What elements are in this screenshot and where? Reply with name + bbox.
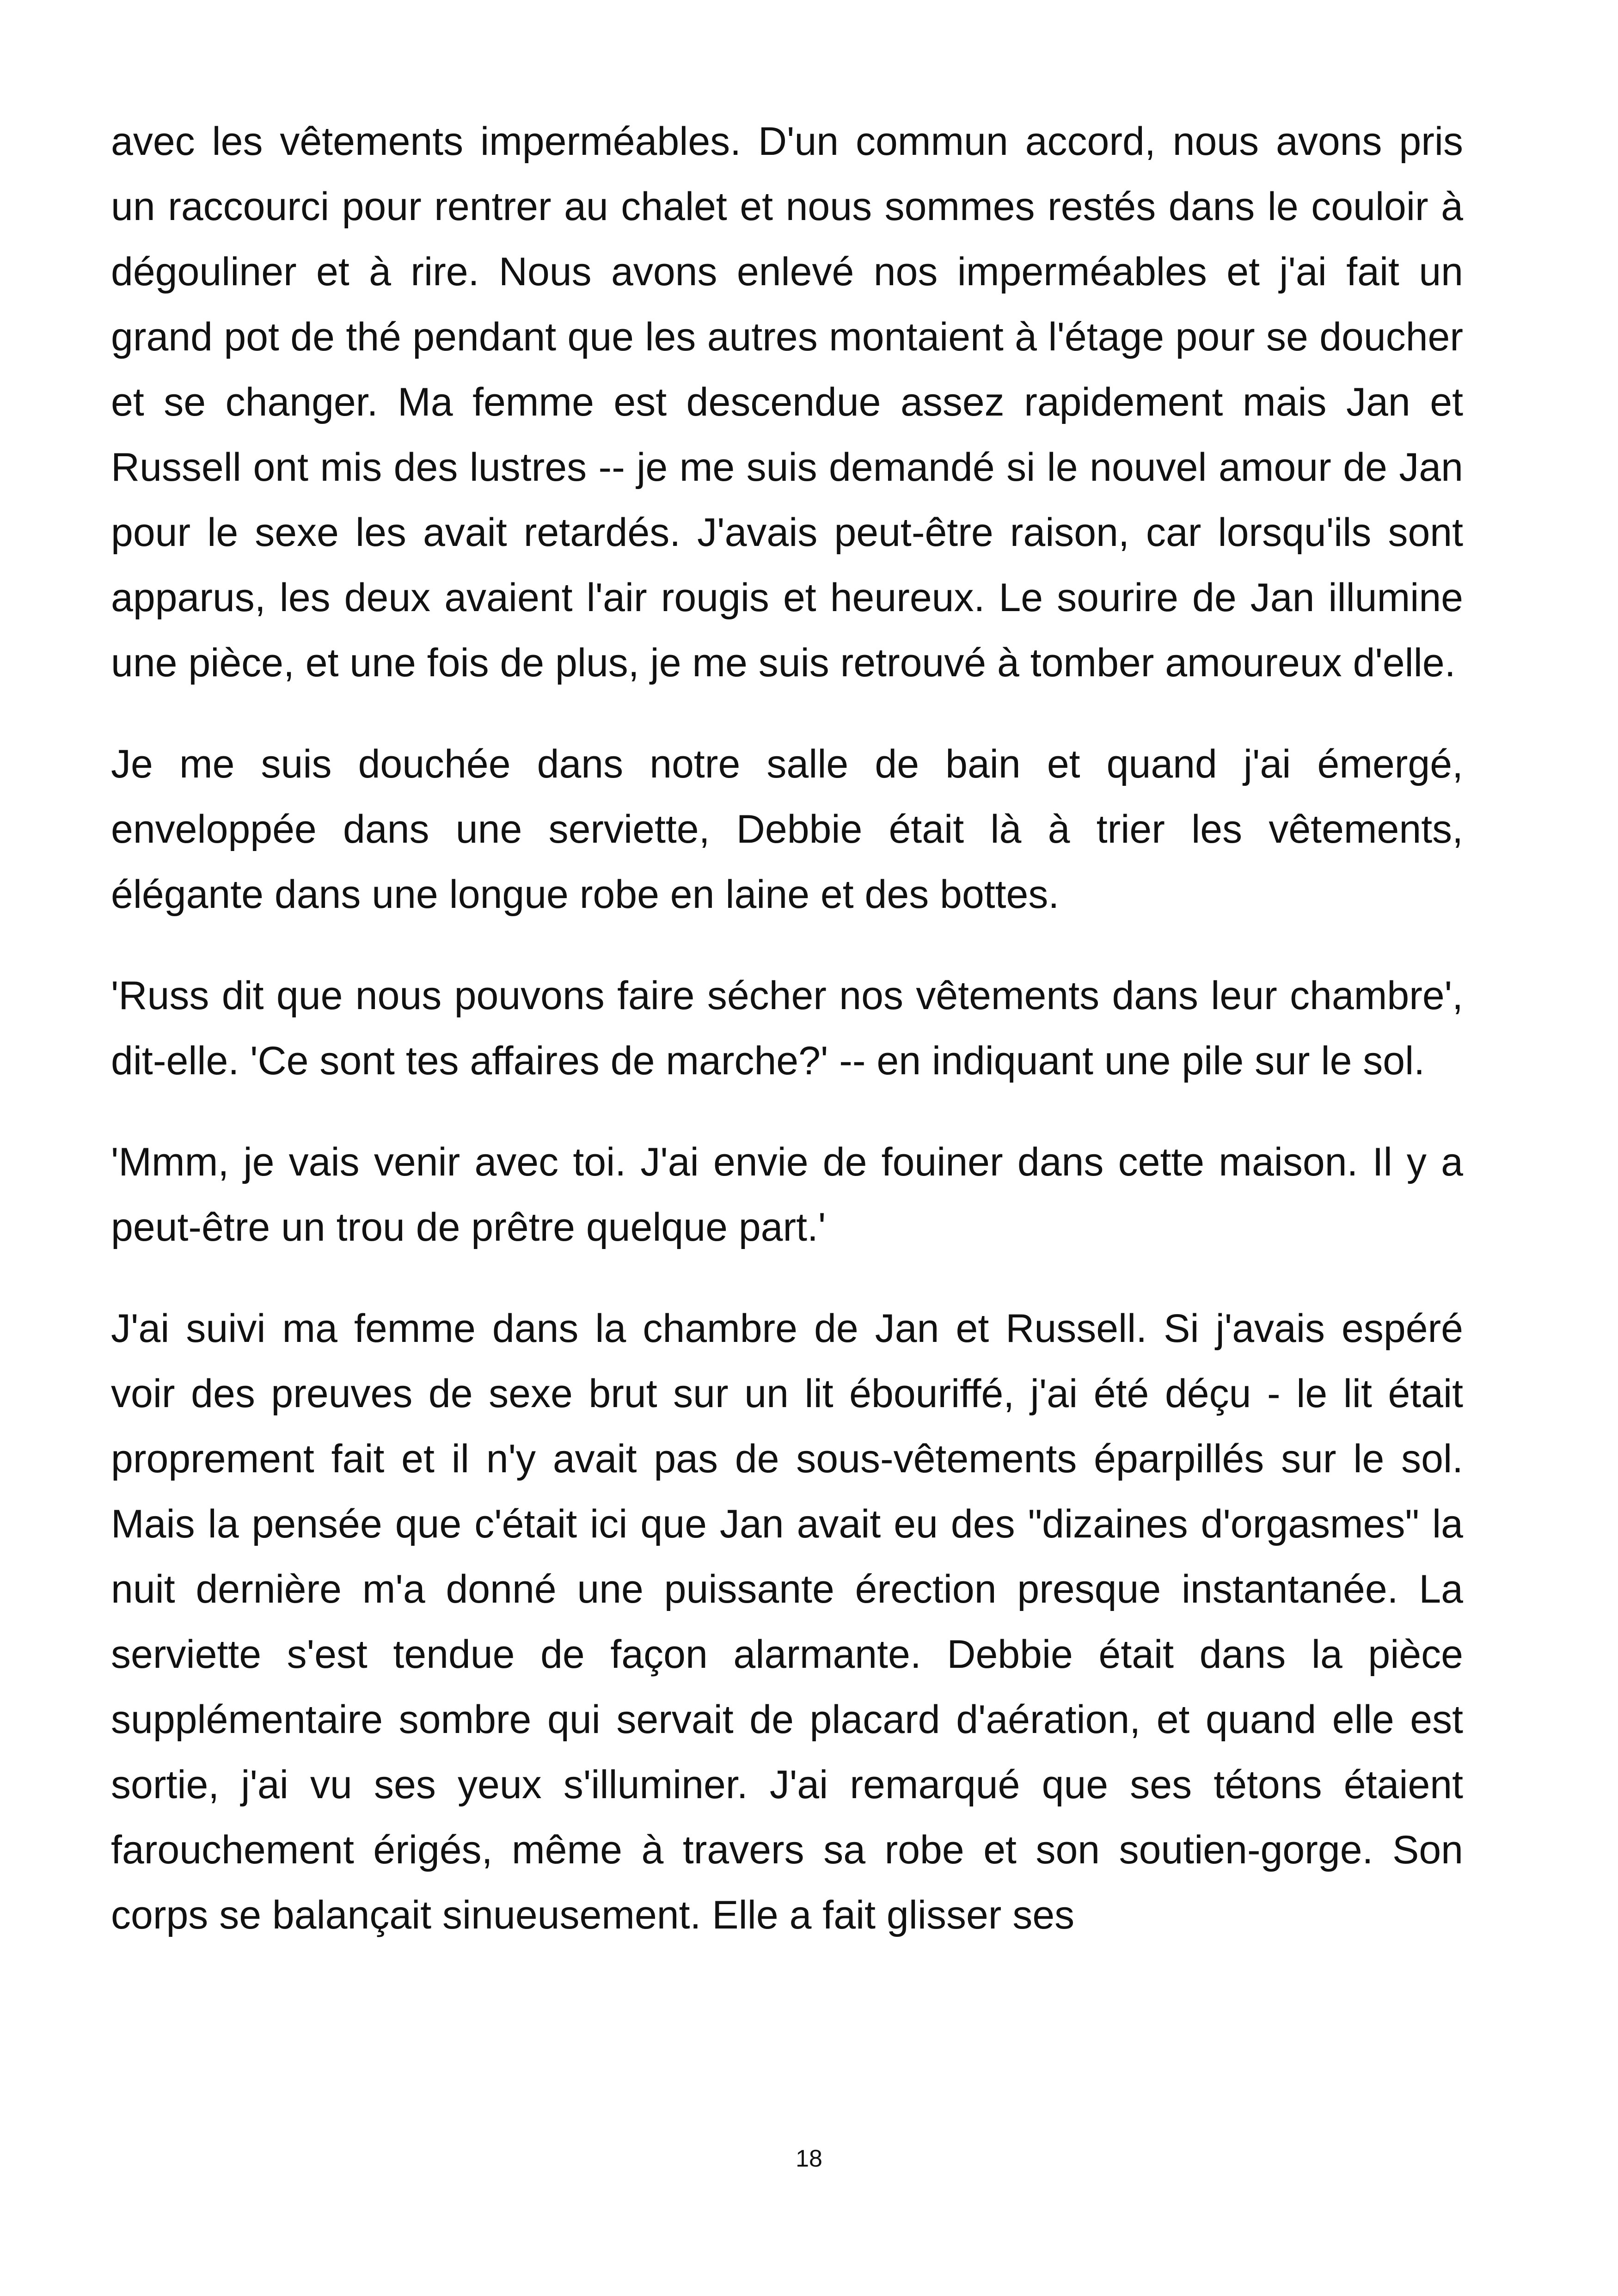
paragraph-5: J'ai suivi ma femme dans la chambre de Jan et Russell. Si j'avais espéré voir des preuves de sexe brut sur un lit ébouriffé, j'ai été déçu - le lit était proprement fait et il n'y avait pas de sous-vêtements éparpillés sur le sol. Mais la pensée que c'était ici que Jan avait eu des "dizaines d'orgasmes" la nuit dernière m'a donné une puissante érection presque instantanée. La serviette s'est tendue de façon alarmante. Debbie était dans la pièce supplémentaire sombre qui servait de placard d'aération, et quand elle est sortie, j'ai vu ses yeux s'illuminer. J'ai remarqué que ses tétons étaient farouchement érigés, même à travers sa robe et son soutien-gorge. Son corps se balançait sinueusement. Elle a fait glisser ses bbox=[111, 1306, 1463, 1937]
paragraph-1: avec les vêtements imperméables. D'un commun accord, nous avons pris un raccourci pour rentrer au chalet et nous sommes restés dans le couloir à dégouliner et à rire. Nous avons enlevé nos imperméables et j'ai fait un grand pot de thé pendant que les autres montaient à l'étage pour se doucher et se changer. Ma femme est descendue assez rapidement mais Jan et Russell ont mis des lustres -- je me suis demandé si le nouvel amour de Jan pour le sexe les avait retardés. J'avais peut-être raison, car lorsqu'ils sont apparus, les deux avaient l'air rougis et heureux. Le sourire de Jan illumine une pièce, et une fois de plus, je me suis retrouvé à tomber amoureux d'elle. bbox=[111, 119, 1463, 685]
paragraph-3: 'Russ dit que nous pouvons faire sécher nos vêtements dans leur chambre', dit-elle. 'Ce sont tes affaires de marche?' -- en indiquant une pile sur le sol. bbox=[111, 974, 1463, 1083]
body-text bbox=[111, 109, 1463, 1984]
paragraph-2: Je me suis douchée dans notre salle de bain et quand j'ai émergé, enveloppée dans une serviette, Debbie était là à trier les vêtements, élégante dans une longue robe en laine et des bottes. bbox=[111, 742, 1463, 917]
paragraph-4: 'Mmm, je vais venir avec toi. J'ai envie de fouiner dans cette maison. Il y a peut-être un trou de prêtre quelque part.' bbox=[111, 1140, 1463, 1249]
page-number: 18 bbox=[796, 2145, 822, 2172]
